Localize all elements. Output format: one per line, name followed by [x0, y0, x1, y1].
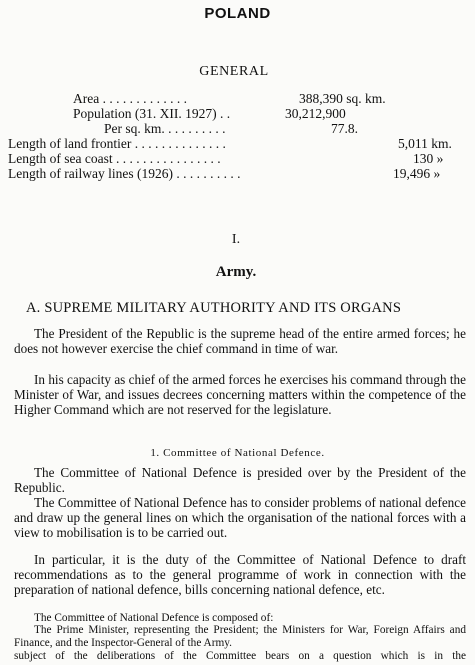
- paragraph-composition: The Prime Minister, representing the President; the Ministers for War, Foreign Affairs and Finance, and the Inspector-General of the Army.: [14, 624, 466, 649]
- paragraph-presided: The Committee of National Defence is presided over by the President of the Republic.: [14, 465, 466, 495]
- stat-label: Area . . . . . . . . . . . . .: [73, 91, 187, 106]
- stat-value: 19,496 »: [393, 166, 441, 181]
- section-title: Army.: [215, 264, 257, 280]
- stat-label: Population (31. XII. 1927) . .: [73, 106, 231, 121]
- paragraph-composition-intro: The Committee of National Defence is composed of:: [34, 612, 274, 624]
- stat-label: Per sq. km. . . . . . . . . .: [104, 121, 226, 136]
- paragraph-composition-last-line: subject of the deliberations of the Committee bears on a question which is in the: [14, 650, 466, 662]
- section-number: I.: [231, 232, 241, 247]
- paragraph-duty: In particular, it is the duty of the Committee of National Defence to draft recommendations as to the general programme of work in connection with the preparation of national defence, bills concerning national defence, etc.: [14, 552, 466, 597]
- stat-value: 30,212,900: [285, 106, 346, 121]
- paragraph-president: The President of the Republic is the supreme head of the entire armed forces; he does not however exercise the chief command in time of war.: [14, 326, 466, 356]
- paragraph-problems: The Committee of National Defence has to consider problems of national defence and draw up the general lines on which the organisation of the national forces with a view to mobilisation is to be carried out.: [14, 495, 466, 540]
- heading-supreme-authority: A. SUPREME MILITARY AUTHORITY AND ITS ORGANS: [26, 300, 402, 316]
- stat-value: 130 »: [413, 151, 444, 166]
- stat-value: 77.8.: [331, 121, 358, 136]
- stat-value: 388,390 sq. km.: [299, 91, 386, 106]
- stat-label: Length of railway lines (1926) . . . . . . . . . .: [8, 166, 241, 181]
- stat-label: Length of sea coast . . . . . . . . . . . . . . . .: [8, 151, 221, 166]
- paragraph-command: In his capacity as chief of the armed forces he exercises his command through the Minister of War, and issues decrees concerning matters within the competence of the Higher Command which are not reserved for the legislature.: [14, 372, 466, 417]
- general-heading: GENERAL: [199, 64, 269, 79]
- country-title: POLAND: [204, 5, 271, 22]
- stat-label: Length of land frontier . . . . . . . . . . . . . .: [8, 136, 226, 151]
- subsection-heading: 1. Committee of National Defence.: [150, 447, 325, 459]
- stat-value: 5,011 km.: [398, 136, 452, 151]
